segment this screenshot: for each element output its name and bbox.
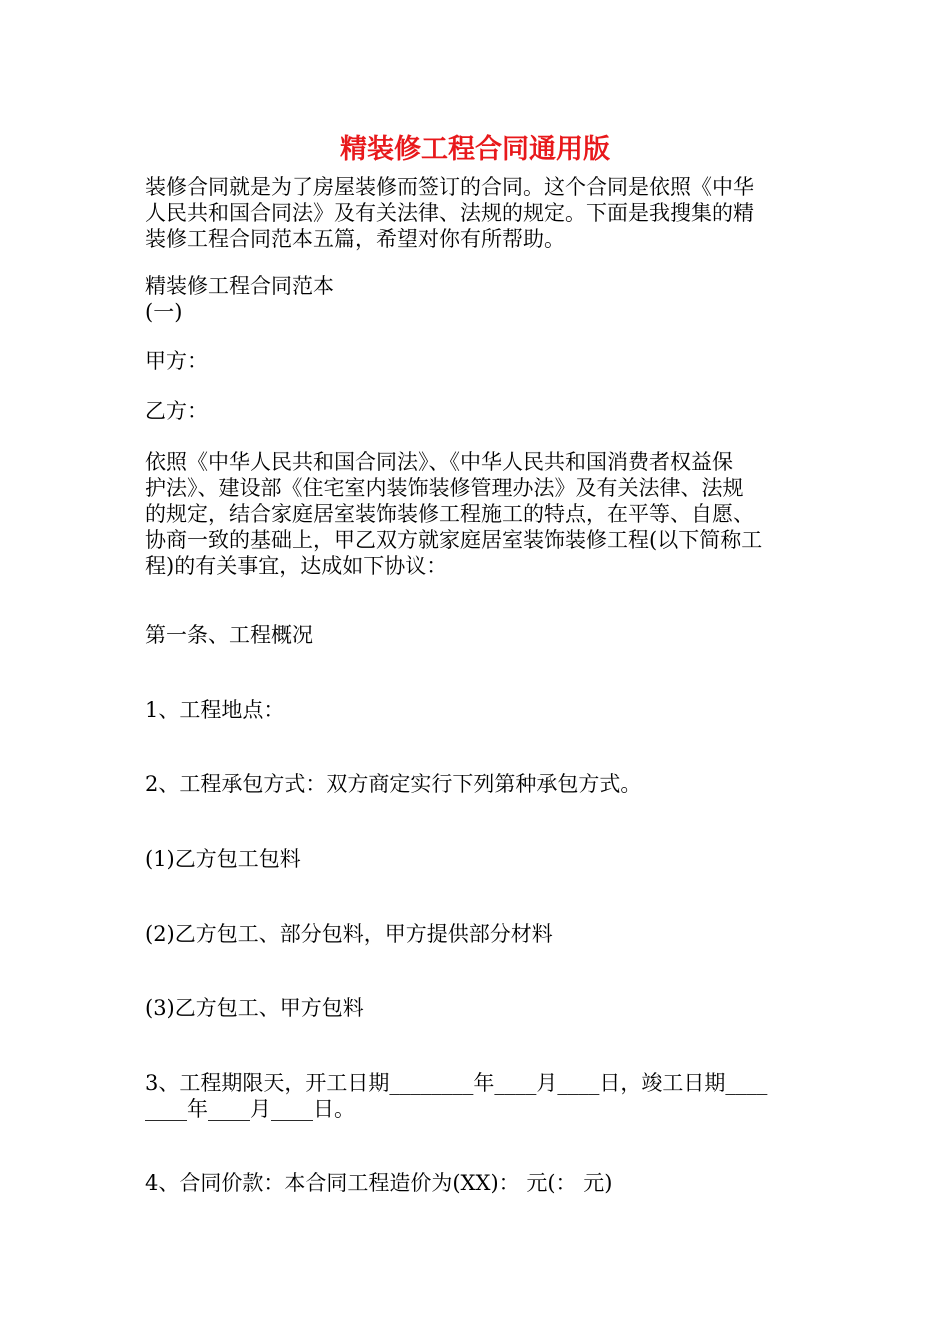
intro-line: 装修合同就是为了房屋装修而签订的合同。这个合同是依照《中华 [145,175,754,199]
basis-line: 协商一致的基础上，甲乙双方就家庭居室装饰装修工程(以下简称工 [145,528,763,552]
sample-heading [145,273,810,325]
intro-line: 人民共和国合同法》及有关法律、法规的规定。下面是我搜集的精 [145,201,754,225]
item-1 [145,697,810,723]
basis-line: 护法》、建设部《住宅室内装饰装修管理办法》及有关法律、法规 [145,476,744,500]
option-3-text: (3)乙方包工、甲方包料 [145,996,364,1020]
option-3 [145,995,810,1021]
intro-paragraph [145,174,810,252]
basis-line: 程)的有关事宜，达成如下协议： [145,554,448,578]
basis-line: 依照《中华人民共和国合同法》、《中华人民共和国消费者权益保 [145,450,733,474]
option-1 [145,846,810,872]
option-1-text: (1)乙方包工包料 [145,847,301,871]
basis-line: 的规定，结合家庭居室装饰装修工程施工的特点，在平等、自愿、 [145,502,754,526]
party-b-line [145,398,810,424]
item-1-text: 1、工程地点： [145,698,285,722]
item-3-line: ____年____月____日。 [145,1097,355,1121]
item-4 [145,1170,810,1196]
party-a-label: 甲方： [145,349,208,373]
sample-heading-number: (一) [145,300,183,324]
option-2-text: (2)乙方包工、部分包料，甲方提供部分材料 [145,922,553,946]
document-title: 精装修工程合同通用版 [340,134,610,165]
sample-heading-line: 精装修工程合同范本 [145,274,334,298]
basis-paragraph [145,449,810,579]
intro-line: 装修工程合同范本五篇，希望对你有所帮助。 [145,227,565,251]
item-4-text: 4、合同价款：本合同工程造价为(XX)： 元(： 元) [145,1171,613,1195]
article-1-heading [145,622,810,648]
party-a-line [145,348,810,374]
article-1-text: 第一条、工程概况 [145,623,313,647]
party-b-label: 乙方： [145,399,208,423]
item-2-text: 2、工程承包方式：双方商定实行下列第种承包方式。 [145,772,642,796]
item-3-line: 3、工程期限天，开工日期________年____月____日，竣工日期____ [145,1071,768,1095]
item-3 [145,1070,810,1122]
item-2 [145,771,810,797]
option-2 [145,921,810,947]
